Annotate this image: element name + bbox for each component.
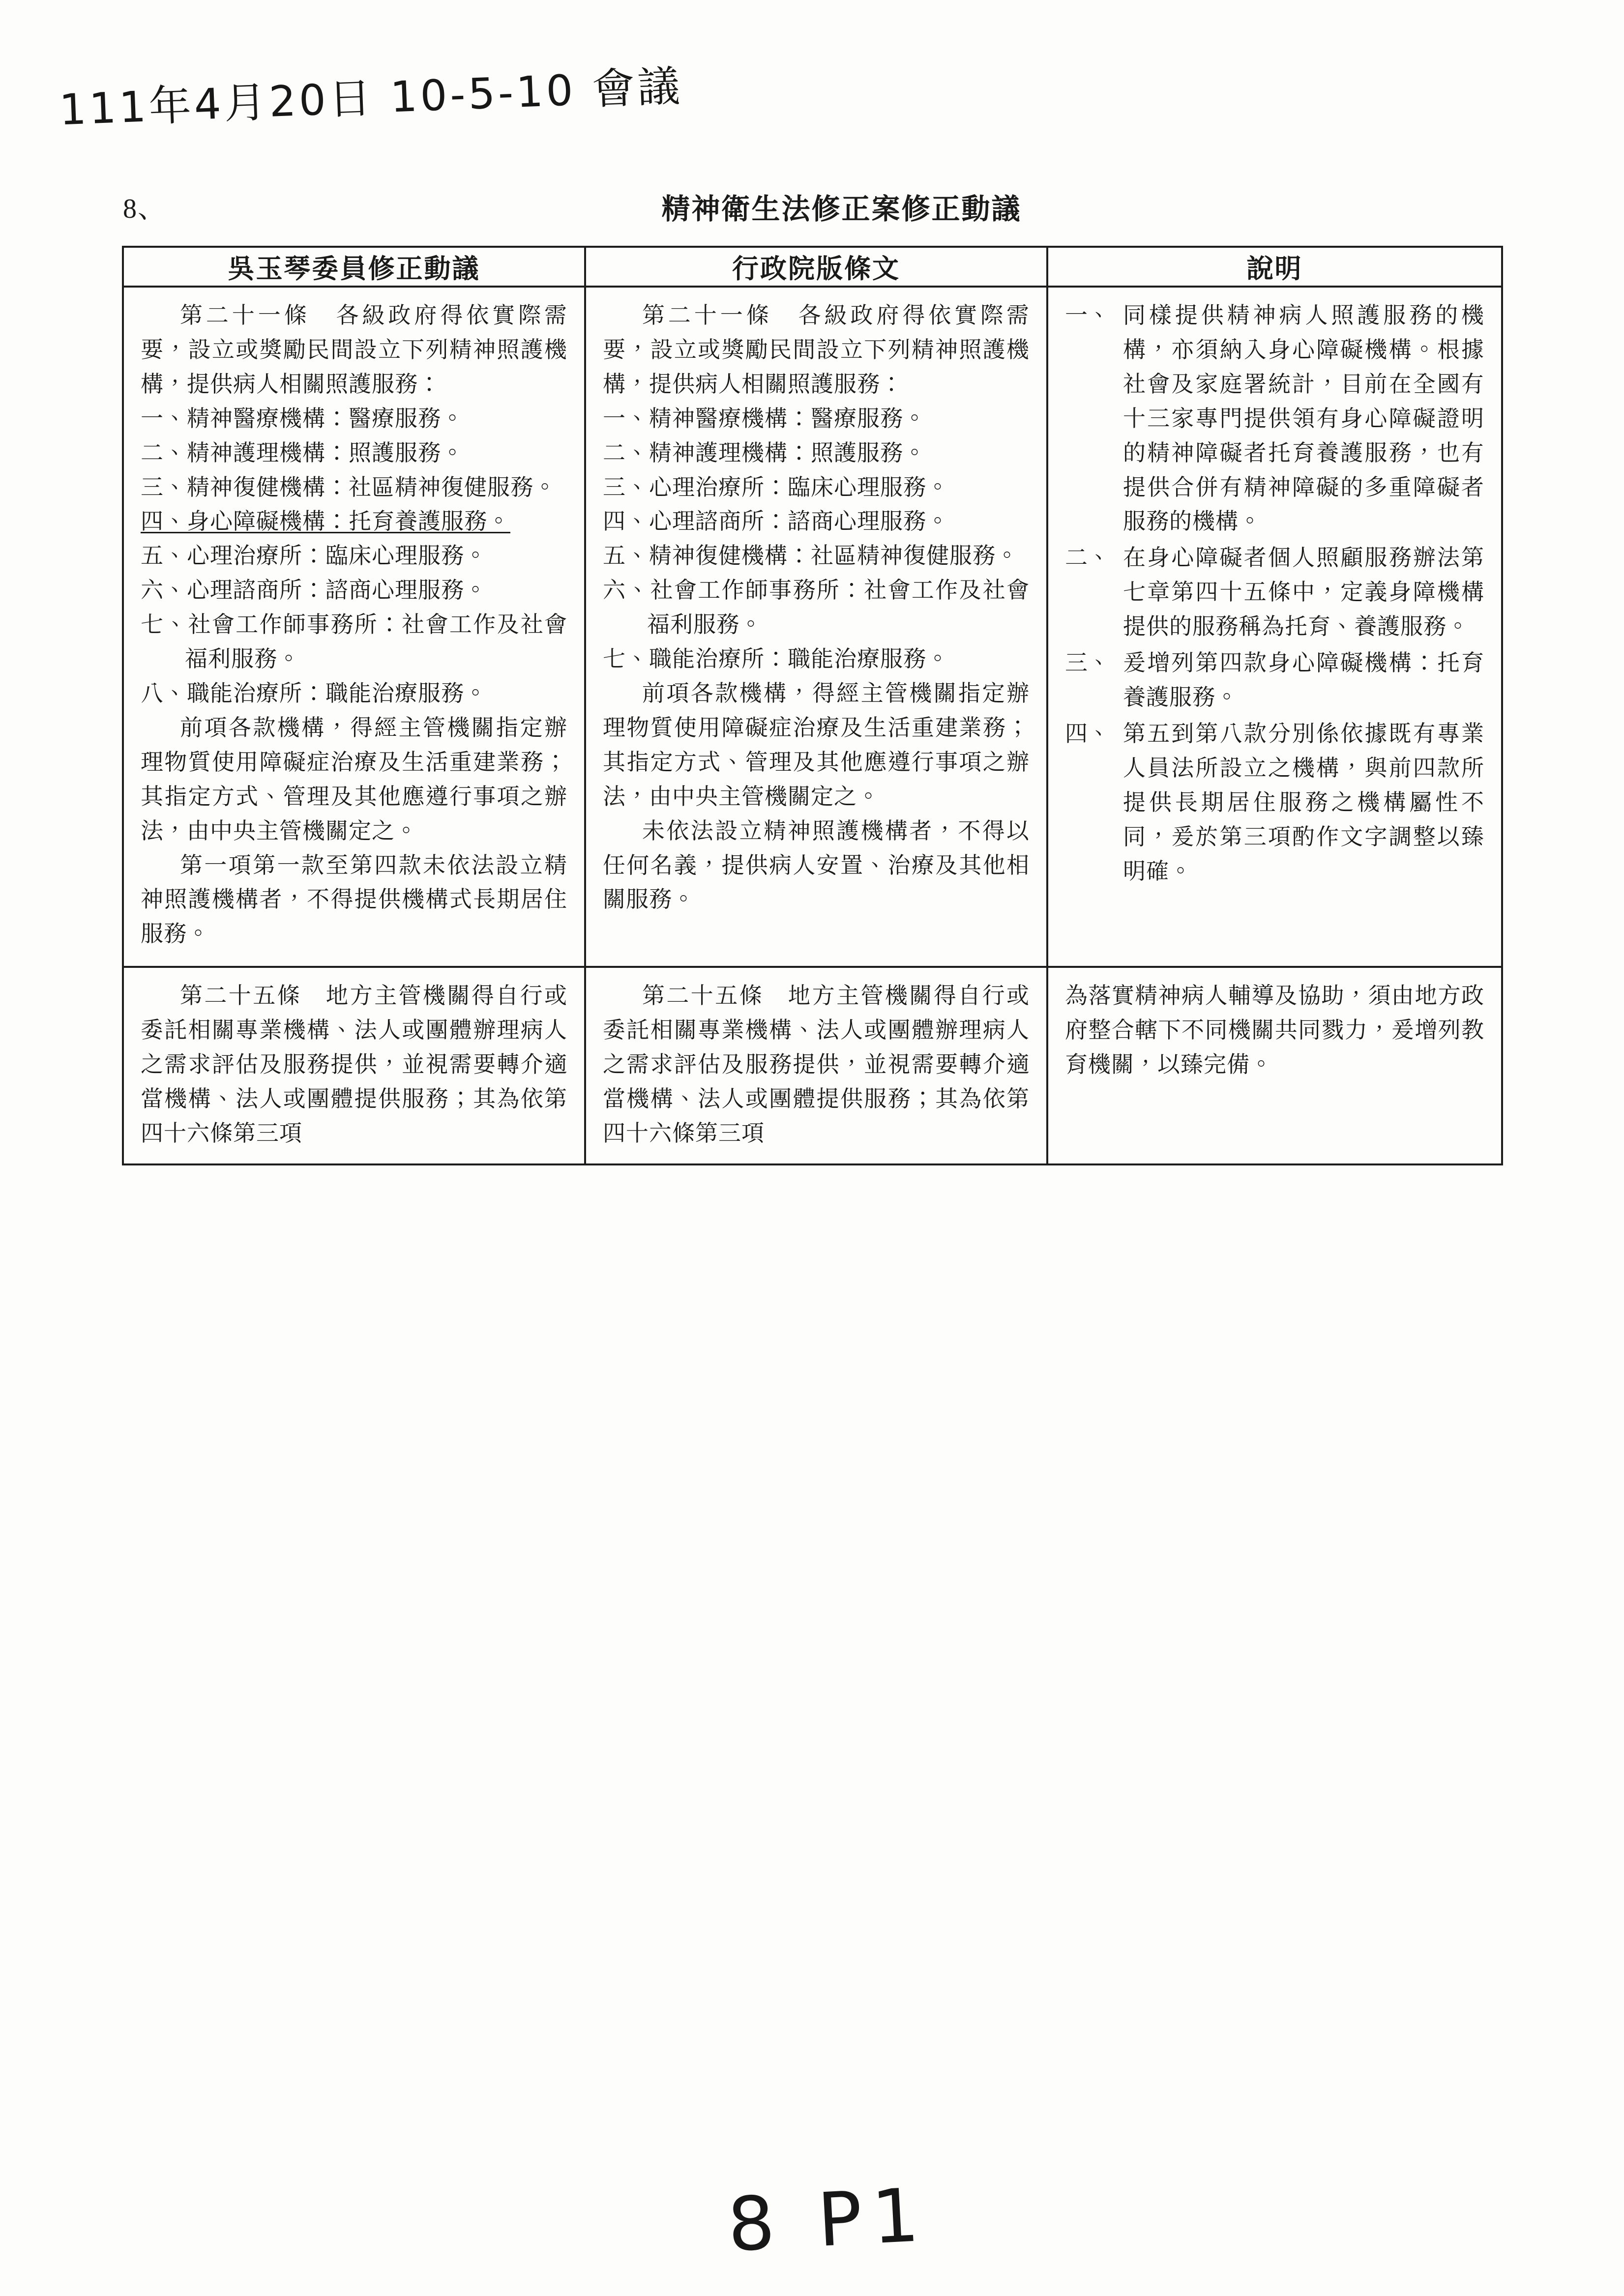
cell-motion-article25 xyxy=(123,967,585,1164)
exec-a21-p3: 未依法設立精神照護機構者，不得以任何名義，提供病人安置、治療及其他相關服務。 xyxy=(603,818,1030,912)
cell-executive-article21 xyxy=(585,287,1047,967)
cell-explanation-article21 xyxy=(1047,287,1502,967)
explanation-text: 為落實精神病人輔導及協助，須由地方政府整合轄下不同機關共同戮力，爰增列教育機關，以臻完備。 xyxy=(1065,983,1484,1077)
handwritten-date-note: 111年4月20日 10-5-10 會議 xyxy=(58,61,684,135)
motion-a25-p0: 第二十五條 地方主管機關得自行或委託相關專業機構、法人或團體辦理病人之需求評估及服務提供，並視需要轉介適當機構、法人或團體提供服務；其為依第四十六條第三項 xyxy=(141,983,567,1146)
exec-a25-p0: 第二十五條 地方主管機關得自行或委託相關專業機構、法人或團體辦理病人之需求評估及服務提供，並視需要轉介適當機構、法人或團體提供服務；其為依第四十六條第三項 xyxy=(603,983,1030,1146)
explanation-number: 二、 xyxy=(1065,545,1110,571)
column-header-motion: 吳玉琴委員修正動議 xyxy=(123,247,585,287)
motion-a21-item4: 四、身心障礙機構：托育養護服務。 xyxy=(141,509,510,534)
explanation-item xyxy=(1065,298,1484,539)
explanation-item xyxy=(1065,541,1484,644)
cell-motion-article21 xyxy=(123,287,585,967)
column-header-explanation: 說明 xyxy=(1047,247,1502,287)
exec-a21-item3: 三、心理治療所：臨床心理服務。 xyxy=(603,474,949,500)
explanation-text: 爰增列第四款身心障礙機構：托育養護服務。 xyxy=(1123,650,1484,710)
exec-a21-item2: 二、精神護理機構：照護服務。 xyxy=(603,440,926,465)
motion-a21-item2: 二、精神護理機構：照護服務。 xyxy=(141,440,464,465)
explanation-item xyxy=(1065,717,1484,889)
explanation-number: 三、 xyxy=(1065,650,1110,676)
cell-executive-article25 xyxy=(585,967,1047,1164)
explanation-text: 在身心障礙者個人照顧服務辦法第七章第四十五條中，定義身障機構提供的服務稱為托育、養護服務。 xyxy=(1123,545,1484,639)
motion-a21-p3: 第一項第一款至第四款未依法設立精神照護機構者，不得提供機構式長期居住服務。 xyxy=(141,852,567,947)
explanation-item xyxy=(1065,646,1484,715)
column-header-executive: 行政院版條文 xyxy=(585,247,1047,287)
motion-a21-item5: 五、心理治療所：臨床心理服務。 xyxy=(141,543,487,569)
table-row xyxy=(123,287,1502,967)
motion-a21-p0: 第二十一條 各級政府得依實際需要，設立或獎勵民間設立下列精神照護機構，提供病人相關照護服務： xyxy=(141,303,567,397)
page-title: 精神衛生法修正案修正動議 xyxy=(661,193,1022,225)
motion-a21-item1: 一、精神醫療機構：醫療服務。 xyxy=(141,406,464,431)
explanation-number: 四、 xyxy=(1065,721,1110,746)
handwritten-page-mark: 8 P1 xyxy=(725,2172,931,2268)
exec-a21-item5: 五、精神復健機構：社區精神復健服務。 xyxy=(603,543,1019,569)
motion-a21-item6: 六、心理諮商所：諮商心理服務。 xyxy=(141,578,487,603)
exec-a21-item6: 六、社會工作師事務所：社會工作及社會福利服務。 xyxy=(603,578,1030,638)
table-header-row xyxy=(123,247,1502,287)
motion-a21-item3: 三、精神復健機構：社區精神復健服務。 xyxy=(141,474,557,500)
explanation-number: 一、 xyxy=(1065,303,1110,328)
motion-a21-item7: 七、社會工作師事務所：社會工作及社會福利服務。 xyxy=(141,612,567,672)
motion-a21-p2: 前項各款機構，得經主管機關指定辦理物質使用障礙症治療及生活重建業務；其指定方式、管理及其他應遵行事項之辦法，由中央主管機關定之。 xyxy=(141,715,567,843)
amendment-comparison-table xyxy=(122,246,1503,1165)
explanation-text: 第五到第八款分別係依據既有專業人員法所設立之機構，與前四款所提供長期居住服務之機構屬性不同，爰於第三項酌作文字調整以臻明確。 xyxy=(1123,721,1484,884)
exec-a21-item7: 七、職能治療所：職能治療服務。 xyxy=(603,646,949,672)
exec-a21-item4: 四、心理諮商所：諮商心理服務。 xyxy=(603,509,949,534)
exec-a21-p2: 前項各款機構，得經主管機關指定辦理物質使用障礙症治療及生活重建業務；其指定方式、管理及其他應遵行事項之辦法，由中央主管機關定之。 xyxy=(603,680,1030,809)
item-number: 8、 xyxy=(123,194,166,224)
motion-a21-item8: 八、職能治療所：職能治療服務。 xyxy=(141,680,487,706)
exec-a21-item1: 一、精神醫療機構：醫療服務。 xyxy=(603,406,926,431)
cell-explanation-article25 xyxy=(1047,967,1502,1164)
table-row xyxy=(123,967,1502,1164)
explanation-text: 同樣提供精神病人照護服務的機構，亦須納入身心障礙機構。根據社會及家庭署統計，目前在全國有十三家專門提供領有身心障礙證明的精神障礙者托育養護服務，也有提供合併有精神障礙的多重障礙者服務的機構。 xyxy=(1123,303,1484,534)
exec-a21-p0: 第二十一條 各級政府得依實際需要，設立或獎勵民間設立下列精神照護機構，提供病人相關照護服務： xyxy=(603,303,1030,397)
